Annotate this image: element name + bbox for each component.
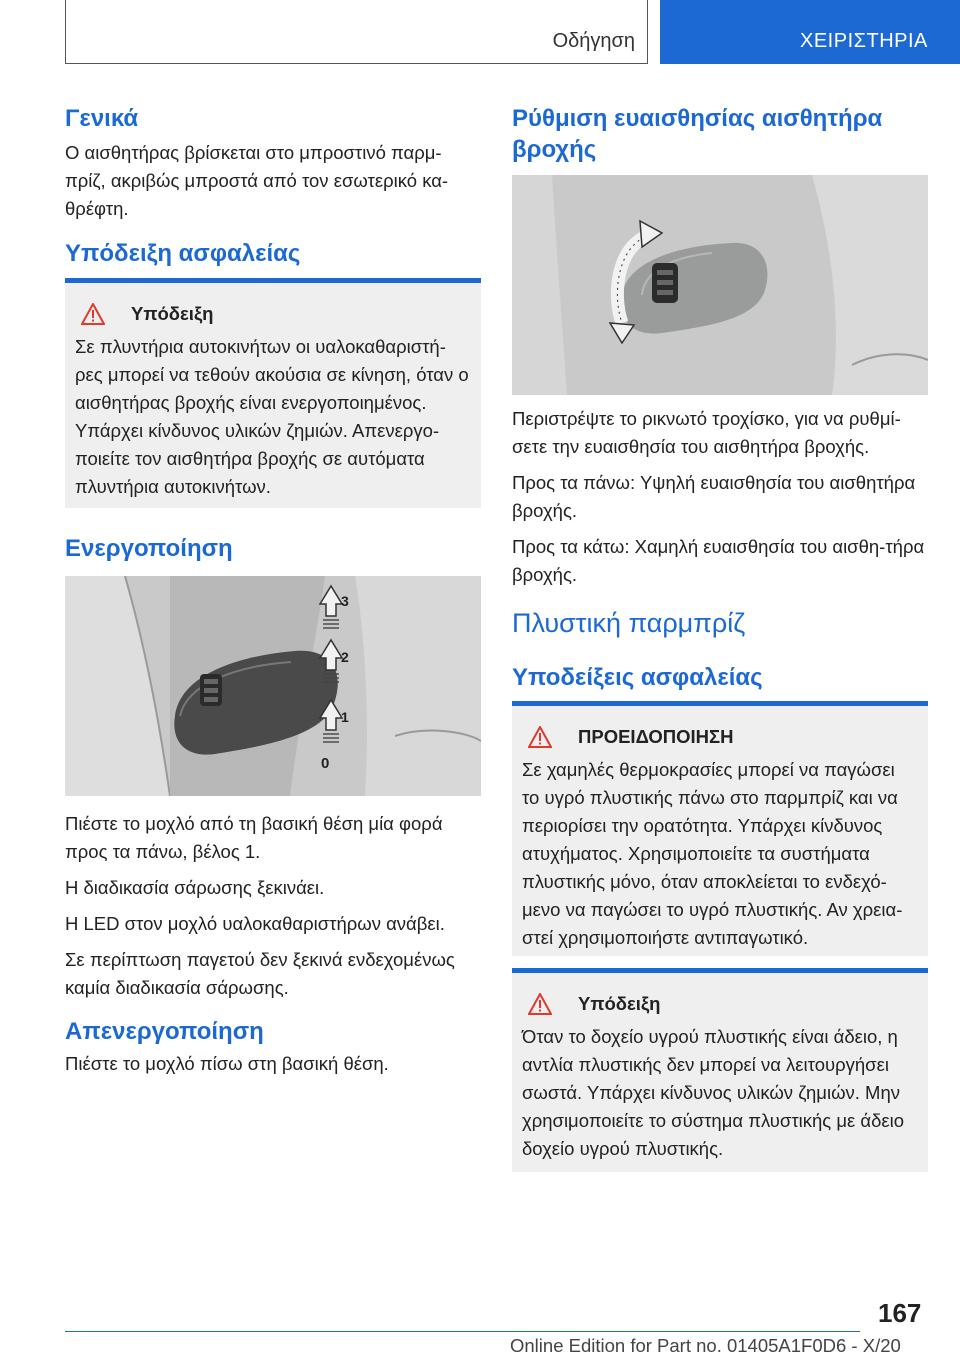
- activation-body: [65, 810, 483, 1002]
- washer-warning-label: ΠΡΟΕΙΔΟΠΟΙΗΣΗ: [578, 726, 734, 747]
- sensitivity-heading: Ρύθμιση ευαισθησίας αισθητήρα βροχής: [512, 105, 883, 163]
- activation-step-2: Η διαδικασία σάρωσης ξεκινάει.: [65, 877, 325, 898]
- washer-heading: Πλυστική παρμπρίζ: [512, 608, 746, 638]
- activation-heading: Ενεργοποίηση: [65, 535, 233, 562]
- general-heading: Γενικά: [65, 105, 139, 132]
- general-text: Ο αισθητήρας βρίσκεται στο μπροστινό παρμ-πρίζ, ακριβώς μπροστά από τον εσωτερικό κα-θρέφτη.: [65, 142, 449, 219]
- figure-label-3: 3: [341, 593, 349, 609]
- figure-label-1: 1: [341, 709, 349, 725]
- washer-warning-box: [512, 701, 928, 956]
- washer-warning-text: Σε χαμηλές θερμοκρασίες μπορεί να παγώσει το υγρό πλυστικής πάνω στο παρμπρίζ και να περιορίσει την ορατότητα. Υπάρχει κίνδυνος ατυχήματος. Χρησιμοποιείτε τα συστήματα πλυστικής μόνο, όταν αποκλείεται το ενδεχό-μενο να παγώσει το υγρό πλυστικής. Αν χρεια-στεί χρησιμοποιήστε αντιπαγωτικό.: [522, 759, 903, 948]
- page-number: 167: [878, 1298, 922, 1328]
- activation-step-1: Πιέστε το μοχλό από τη βασική θέση μία φορά προς τα πάνω, βέλος 1.: [65, 813, 443, 862]
- sensitivity-instruction: Περιστρέψτε το ρικνωτό τροχίσκο, για να ρυθμί-σετε την ευαισθησία του αισθητήρα βροχής.: [512, 408, 901, 457]
- footer-edition: Online Edition for Part no. 01405A1F0D6 - X/20: [510, 1335, 901, 1356]
- warning-triangle-icon: [81, 303, 105, 325]
- deactivation-heading: Απενεργοποίηση: [65, 1018, 264, 1045]
- washer-safety-heading: Υποδείξεις ασφαλείας: [512, 664, 763, 691]
- safety-heading: Υπόδειξη ασφαλείας: [65, 240, 301, 267]
- deactivation-section: [65, 1016, 481, 1078]
- deactivation-text: Πιέστε το μοχλό πίσω στη βασική θέση.: [65, 1053, 389, 1074]
- sensitivity-down: Προς τα κάτω: Χαμηλή ευαισθησία του αισθη-τήρα βροχής.: [512, 536, 925, 585]
- washer-warning-title: [522, 726, 916, 748]
- activation-step-3: Η LED στον μοχλό υαλοκαθαριστήρων ανάβει.: [65, 913, 445, 934]
- warning-triangle-icon: [528, 993, 552, 1015]
- washer-note-label: Υπόδειξη: [578, 993, 661, 1014]
- footer-divider: [65, 1331, 860, 1332]
- washer-note-title: [522, 993, 916, 1015]
- sensitivity-up: Προς τα πάνω: Υψηλή ευαισθησία του αισθητήρα βροχής.: [512, 472, 916, 521]
- activation-frost-note: Σε περίπτωση παγετού δεν ξεκινά ενδεχομένως καμία διαδικασία σάρωσης.: [65, 949, 455, 998]
- washer-note-box: [512, 968, 928, 1172]
- figure-label-0: 0: [321, 755, 330, 772]
- header-chapter-box: [65, 0, 648, 64]
- figure-label-2: 2: [341, 649, 349, 665]
- wiper-lever-illustration: [65, 576, 481, 796]
- washer-note-text: Όταν το δοχείο υγρού πλυστικής είναι άδειο, η αντλία πλυστικής δεν μπορεί να λειτουργήσει σωστά. Υπάρχει κίνδυνος υλικών ζημιών. Μην χρησιμοποιείτε το σύστημα πλυστικής με άδειο δοχείο υγρού πλυστικής.: [522, 1026, 905, 1159]
- sensitivity-body: [512, 405, 932, 589]
- safety-note-box: [65, 278, 481, 508]
- section-tab-label: ΧΕΙΡΙΣΤΗΡΙΑ: [800, 30, 928, 52]
- warning-triangle-icon: [528, 726, 552, 748]
- wiper-lever-figure: [65, 576, 481, 796]
- thumbwheel-figure: [512, 175, 928, 395]
- safety-note-text: Σε πλυντήρια αυτοκινήτων οι υαλοκαθαριστή-ρες μπορεί να τεθούν ακούσια σε κίνηση, όταν ο αισθητήρας βροχής είναι ενεργοποιημένος. Υπάρχει κίνδυνος υλικών ζημιών. Απενεργο-ποιείτε τον αισθητήρα βροχής σε αυτόματα πλυντήρια αυτοκινήτων.: [75, 336, 469, 497]
- chapter-title: Οδήγηση: [552, 30, 635, 52]
- section-tab[interactable]: [660, 0, 960, 64]
- thumbwheel-illustration: [512, 175, 928, 395]
- safety-note-label: Υπόδειξη: [131, 303, 214, 324]
- safety-note-title: [75, 303, 469, 325]
- general-section: [65, 103, 480, 223]
